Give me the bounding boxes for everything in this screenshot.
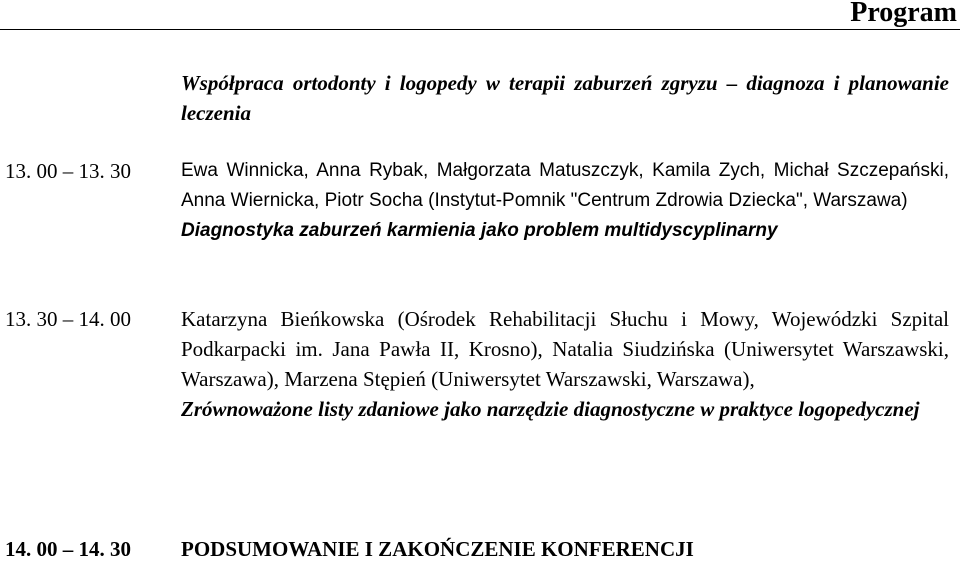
entry-authors-1: Ewa Winnicka, Anna Rybak, Małgorzata Matuszczyk, Kamila Zych, Michał Szczepański, Anna Wiernicka, Piotr Socha (Instytut-Pomnik "Centrum Zdrowia Dziecka", Warszawa) — [181, 160, 949, 211]
closing-text: PODSUMOWANIE I ZAKOŃCZENIE KONFERENCJI — [181, 537, 694, 561]
session-title: Współpraca ortodonty i logopedy w terapii zaburzeń zgryzu – diagnoza i planowanie leczenia — [181, 71, 949, 125]
entry-time-1: 13. 00 – 13. 30 — [5, 159, 131, 183]
entry-1 — [181, 156, 949, 246]
closing-time: 14. 00 – 14. 30 — [5, 537, 131, 561]
title-underline — [0, 29, 960, 30]
entry-2 — [181, 304, 949, 424]
entry-time-2: 13. 30 – 14. 00 — [5, 307, 131, 331]
entry-title-2: Zrównoważone listy zdaniowe jako narzędzie diagnostyczne w praktyce logopedycznej — [181, 397, 920, 421]
page-title: Program — [850, 0, 957, 28]
entry-authors-2: Katarzyna Bieńkowska (Ośrodek Rehabilitacji Słuchu i Mowy, Wojewódzki Szpital Podkarpacki im. Jana Pawła II, Krosno), Natalia Siudzińska (Uniwersytet Warszawski, Warszawa), Marzena Stępień (Uniwersytet Warszawski, Warszawa), — [181, 307, 949, 391]
entry-title-1: Diagnostyka zaburzeń karmienia jako problem multidyscyplinarny — [181, 220, 778, 241]
